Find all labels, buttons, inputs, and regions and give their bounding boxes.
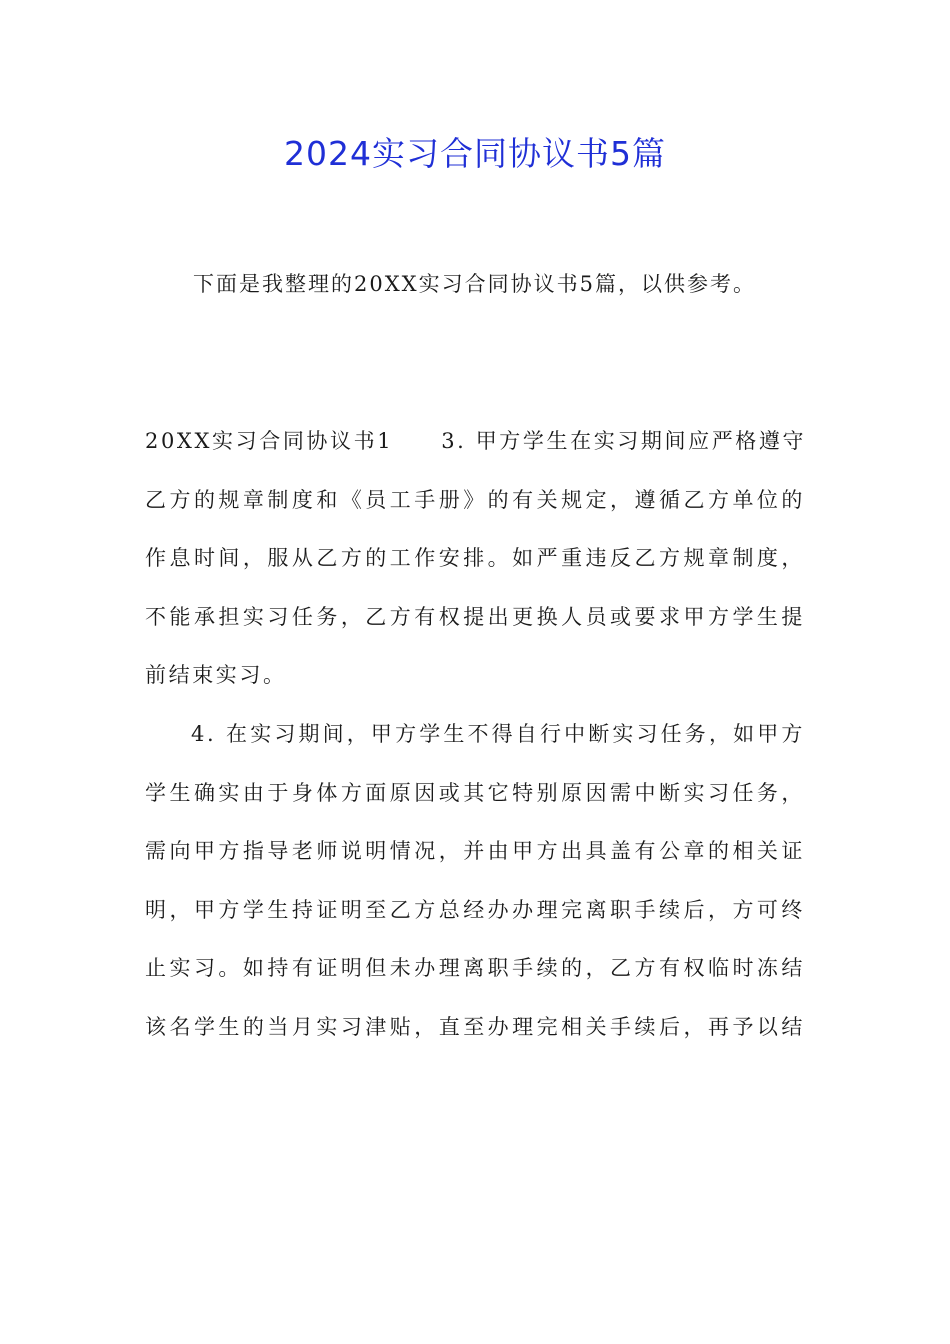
body-line — [145, 412, 805, 471]
body-line-text: 3. 甲方学生在实习期间应严格遵守 — [441, 429, 807, 453]
body-line: 明，甲方学生持证明至乙方总经办办理完离职手续后，方可终 — [145, 897, 805, 922]
section-heading: 20XX实习合同协议书1 — [145, 429, 394, 453]
body-line: 作息时间，服从乙方的工作安排。如严重违反乙方规章制度， — [145, 546, 805, 571]
body-line: 需向甲方指导老师说明情况，并由甲方出具盖有公章的相关证 — [145, 839, 805, 864]
body-line: 乙方的规章制度和《员工手册》的有关规定，遵循乙方单位的 — [145, 487, 805, 512]
body-line: 学生确实由于身体方面原因或其它特别原因需中断实习任务， — [145, 780, 805, 805]
document-body — [145, 412, 805, 1057]
body-line: 该名学生的当月实习津贴，直至办理完相关手续后，再予以结 — [145, 1014, 805, 1039]
document-title: 2024实习合同协议书5篇 — [284, 134, 666, 173]
intro-text: 下面是我整理的20XX实习合同协议书5篇，以供参考。 — [193, 272, 756, 296]
body-line: 4. 在实习期间，甲方学生不得自行中断实习任务，如甲方 — [191, 721, 805, 746]
body-line: 止实习。如持有证明但未办理离职手续的，乙方有权临时冻结 — [145, 956, 805, 981]
body-line: 前结束实习。 — [145, 663, 287, 688]
body-line: 不能承担实习任务，乙方有权提出更换人员或要求甲方学生提 — [145, 604, 805, 629]
